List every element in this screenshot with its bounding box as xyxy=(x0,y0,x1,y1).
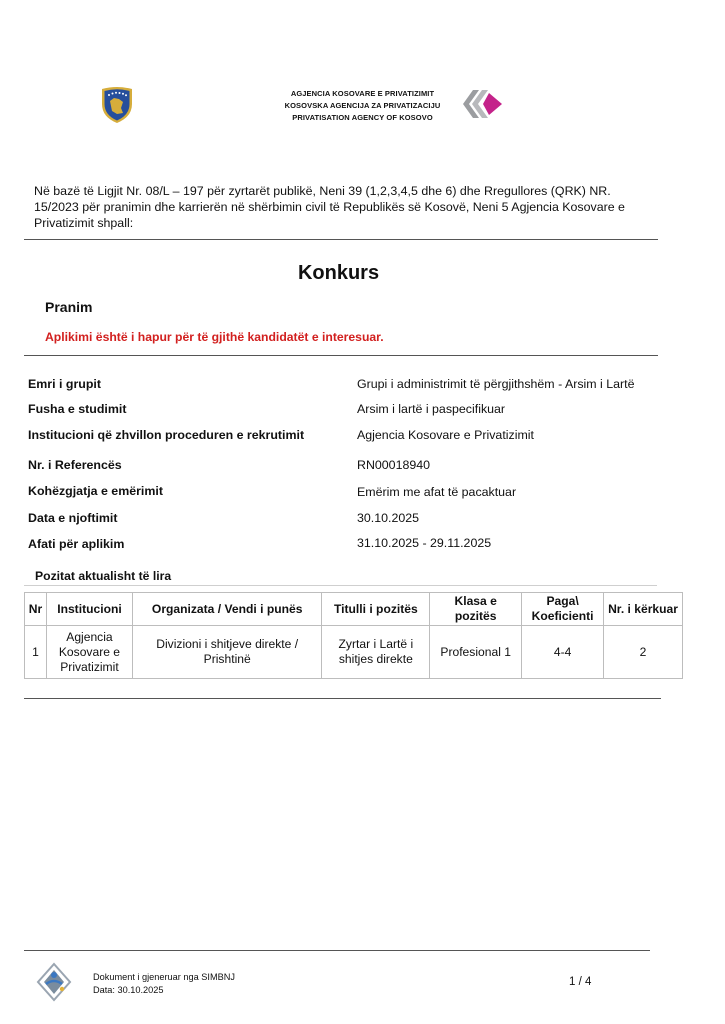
cell-salary-coefficient: 4-4 xyxy=(522,626,604,679)
agency-name-block xyxy=(0,88,725,124)
page-number: 1 / 4 xyxy=(569,976,592,988)
table-header-row xyxy=(25,593,683,626)
detail-value-application-deadline: 31.10.2025 - 29.11.2025 xyxy=(357,536,492,550)
positions-table xyxy=(24,592,683,679)
detail-value-field-of-study: Arsim i lartë i paspecifikuar xyxy=(357,402,506,416)
header-number-required: Nr. i kërkuar xyxy=(604,593,683,626)
footer-date: Data: 30.10.2025 xyxy=(93,985,164,995)
divider-top xyxy=(24,239,658,240)
cell-organization: Divizioni i shitjeve direkte / Prishtinë xyxy=(132,626,322,679)
cell-nr: 1 xyxy=(25,626,47,679)
cell-number-required: 2 xyxy=(604,626,683,679)
announcement-type: Pranim xyxy=(45,299,93,315)
agency-name-albanian: AGJENCIA KOSOVARE E PRIVATIZIMIT xyxy=(290,89,435,98)
header-position-title: Titulli i pozitës xyxy=(322,593,430,626)
cell-position-title: Zyrtar i Lartë i shitjes direkte xyxy=(322,626,430,679)
footer-divider xyxy=(24,950,650,951)
cell-institution: Agjencia Kosovare e Privatizimit xyxy=(46,626,132,679)
divider-bottom xyxy=(24,698,661,699)
agency-name-serbian: KOSOVSKA AGENCIJA ZA PRIVATIZACIJU xyxy=(284,101,441,110)
detail-value-appointment-duration: Emërim me afat të pacaktuar xyxy=(357,485,517,499)
agency-name-english: PRIVATISATION AGENCY OF KOSOVO xyxy=(292,113,433,122)
detail-value-group-name: Grupi i administrimit të përgjithshëm - Arsim i Lartë xyxy=(357,377,635,391)
detail-label-application-deadline: Afati për aplikim xyxy=(28,537,125,551)
divider-middle xyxy=(24,355,658,356)
detail-label-group-name: Emri i grupit xyxy=(28,377,101,391)
header-institution: Institucioni xyxy=(46,593,132,626)
detail-label-notice-date: Data e njoftimit xyxy=(28,511,118,525)
header-salary-coefficient: Paga\ Koeficienti xyxy=(522,593,604,626)
positions-divider xyxy=(24,585,657,586)
intro-paragraph: Në bazë të Ligjit Nr. 08/L – 197 për zyrtarët publikë, Neni 39 (1,2,3,4,5 dhe 6) dhe Rregullores (QRK) NR. 15/2023 për pranimin dhe karrierën në shërbimin civil të Republikës së Kosovë, Neni 5 Agjencia Kosovare e Privatizimit shpall: xyxy=(34,184,625,230)
detail-label-institution: Institucioni që zhvillon proceduren e rekrutimit xyxy=(28,428,305,442)
cell-position-class: Profesional 1 xyxy=(430,626,522,679)
header-position-class: Klasa e pozitës xyxy=(430,593,522,626)
detail-value-institution: Agjencia Kosovare e Privatizimit xyxy=(357,428,534,442)
footer-info xyxy=(93,971,235,997)
detail-label-appointment-duration: Kohëzgjatja e emërimit xyxy=(28,484,163,498)
detail-label-reference-number: Nr. i Referencës xyxy=(28,458,122,472)
detail-label-field-of-study: Fusha e studimit xyxy=(28,402,127,416)
table-row xyxy=(25,626,683,679)
header-nr: Nr xyxy=(25,593,47,626)
announcement-title: Konkurs xyxy=(297,262,380,284)
application-notice: Aplikimi është i hapur për të gjithë kandidatët e interesuar. xyxy=(45,330,384,344)
header-organization: Organizata / Vendi i punës xyxy=(132,593,322,626)
detail-value-reference-number: RN00018940 xyxy=(357,458,431,472)
footer-generated-by: Dokument i gjeneruar nga SIMBNJ xyxy=(93,972,235,982)
agency-logo-icon xyxy=(463,90,503,118)
simbnj-logo-icon xyxy=(36,962,72,1002)
positions-title: Pozitat aktualisht të lira xyxy=(35,569,172,583)
detail-value-notice-date: 30.10.2025 xyxy=(357,511,420,525)
